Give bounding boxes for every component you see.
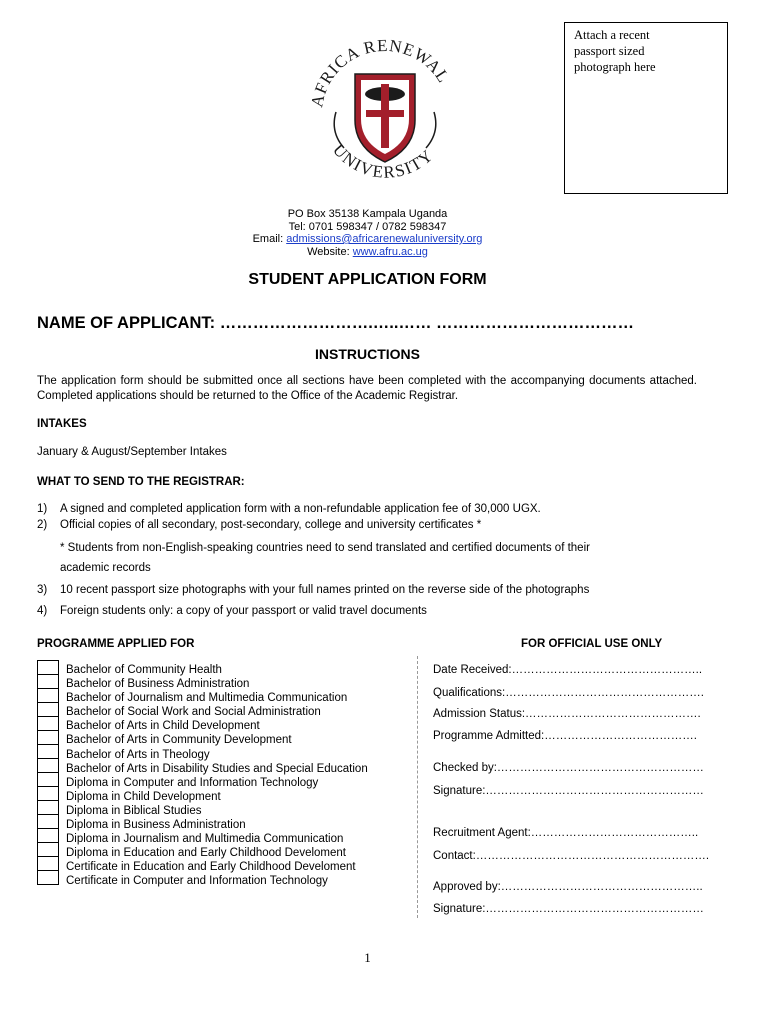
programme-admitted-field[interactable]: Programme Admitted:………………………………….	[433, 730, 697, 742]
instructions-text: The application form should be submitted once all sections have been completed with the accompanying documents attached. Completed applications should be returned to the Office of the Academic Registrar.	[37, 375, 697, 402]
signature-field[interactable]: Signature:…………………………………………………	[433, 785, 704, 797]
intakes-text: January & August/September Intakes	[37, 446, 227, 458]
photo-box-line: Attach a recent	[574, 28, 650, 42]
approved-by-field[interactable]: Approved by:……………………………………………..	[433, 881, 703, 893]
contact-telephone: Tel: 0701 598347 / 0782 598347	[288, 220, 447, 233]
contact-address: PO Box 35138 Kampala Uganda	[287, 208, 448, 220]
send-item-number: 4)	[37, 605, 48, 617]
programme-option: Diploma in Business Administration	[66, 819, 246, 832]
programme-checkbox[interactable]	[37, 716, 59, 730]
website-label: Website:	[307, 245, 350, 258]
send-item-text: Foreign students only: a copy of your passport or valid travel documents	[60, 605, 427, 617]
programme-checkbox[interactable]	[37, 842, 59, 856]
programme-checkbox[interactable]	[37, 786, 59, 800]
programme-option: Diploma in Child Development	[66, 790, 221, 803]
programme-checkbox[interactable]	[37, 772, 59, 786]
programme-checkbox-column	[37, 660, 59, 885]
instructions-heading: INSTRUCTIONS	[315, 346, 420, 362]
programme-checkbox[interactable]	[37, 800, 59, 814]
send-item-number: 3)	[37, 584, 48, 596]
programme-checkbox[interactable]	[37, 702, 59, 716]
programme-checkbox[interactable]	[37, 730, 59, 744]
logo-laurel-right	[426, 112, 436, 148]
programme-option: Bachelor of Journalism and Multimedia Communication	[66, 692, 348, 705]
admission-status-field[interactable]: Admission Status:……………………………………….	[433, 708, 701, 720]
date-received-field[interactable]: Date Received:…………………………………………..	[433, 664, 703, 676]
programme-heading: PROGRAMME APPLIED FOR	[37, 638, 195, 650]
logo-arc-bottom-text: UNIVERSITY	[329, 140, 438, 182]
intakes-heading: INTAKES	[37, 418, 87, 430]
send-item-number: 2)	[37, 519, 48, 531]
programme-option: Certificate in Education and Early Childhood Develoment	[66, 861, 356, 874]
university-logo	[300, 22, 470, 192]
photo-attachment-box	[564, 22, 728, 194]
programme-checkbox[interactable]	[37, 660, 59, 674]
programme-option: Bachelor of Arts in Community Development	[66, 734, 292, 747]
programme-checkbox[interactable]	[37, 744, 59, 758]
programme-checkbox[interactable]	[37, 814, 59, 828]
website-link[interactable]: www.afru.ac.ug	[352, 245, 428, 258]
official-use-divider	[417, 656, 418, 918]
programme-option: Bachelor of Business Administration	[66, 678, 250, 691]
programme-option: Diploma in Biblical Studies	[66, 804, 202, 817]
send-heading: WHAT TO SEND TO THE REGISTRAR:	[37, 476, 245, 488]
programme-option: Bachelor of Community Health	[66, 664, 222, 676]
email-label: Email:	[252, 233, 284, 245]
contact-field[interactable]: Contact:…………………………………………………….	[433, 850, 710, 862]
programme-option: Diploma in Education and Early Childhood Develoment	[66, 847, 346, 860]
programme-checkbox[interactable]	[37, 674, 59, 688]
logo-arc-top-text: AFRICA RENEWAL	[307, 35, 454, 109]
form-title: STUDENT APPLICATION FORM	[248, 271, 487, 288]
programme-option: Certificate in Computer and Information Technology	[66, 875, 328, 888]
checked-by-field[interactable]: Checked by:………………………………………………	[433, 762, 704, 774]
programme-option: Bachelor of Arts in Theology	[66, 748, 210, 761]
programme-checkbox[interactable]	[37, 856, 59, 870]
contact-email-line	[0, 233, 735, 246]
programme-checkbox[interactable]	[37, 828, 59, 842]
approval-signature-field[interactable]: Signature:…………………………………………………	[433, 903, 704, 915]
footnote-line-2: academic records	[60, 562, 151, 574]
programme-option: Diploma in Computer and Information Technology	[66, 776, 319, 789]
page-number: 1	[364, 950, 371, 965]
official-use-heading: FOR OFFICIAL USE ONLY	[521, 638, 663, 650]
contact-website-line	[0, 246, 735, 259]
programme-option: Diploma in Journalism and Multimedia Communication	[66, 833, 344, 846]
send-item-text: Official copies of all secondary, post-secondary, college and university certificates *	[60, 519, 482, 531]
programme-checkbox[interactable]	[37, 688, 59, 702]
programme-checkbox[interactable]	[37, 758, 59, 772]
photo-box-line: passport sized	[574, 44, 645, 58]
send-item-text: A signed and completed application form with a non-refundable application fee of 30,000 UGX.	[60, 503, 541, 515]
photo-box-line: photograph here	[574, 60, 656, 74]
send-item-number: 1)	[37, 503, 48, 515]
applicant-name-field[interactable]: NAME OF APPLICANT: ……………………….…..…… ………………………………	[37, 314, 635, 332]
logo-cross-horizontal	[366, 110, 404, 117]
programme-checkbox[interactable]	[37, 870, 59, 885]
send-item-text: 10 recent passport size photographs with your full names printed on the reverse side of the photographs	[60, 584, 590, 596]
recruitment-agent-field[interactable]: Recruitment Agent:……………………………………..	[433, 827, 699, 839]
programme-list	[66, 663, 368, 889]
programme-option: Bachelor of Arts in Child Development	[66, 720, 260, 733]
programme-option: Bachelor of Social Work and Social Administration	[66, 706, 321, 719]
footnote-line-1: * Students from non-English-speaking countries need to send translated and certified documents of their	[60, 542, 590, 554]
programme-option: Bachelor of Arts in Disability Studies and Special Education	[66, 762, 368, 775]
qualifications-field[interactable]: Qualifications:…………………………………………….	[433, 687, 704, 699]
email-link[interactable]: admissions@africarenewaluniversity.org	[286, 233, 483, 245]
